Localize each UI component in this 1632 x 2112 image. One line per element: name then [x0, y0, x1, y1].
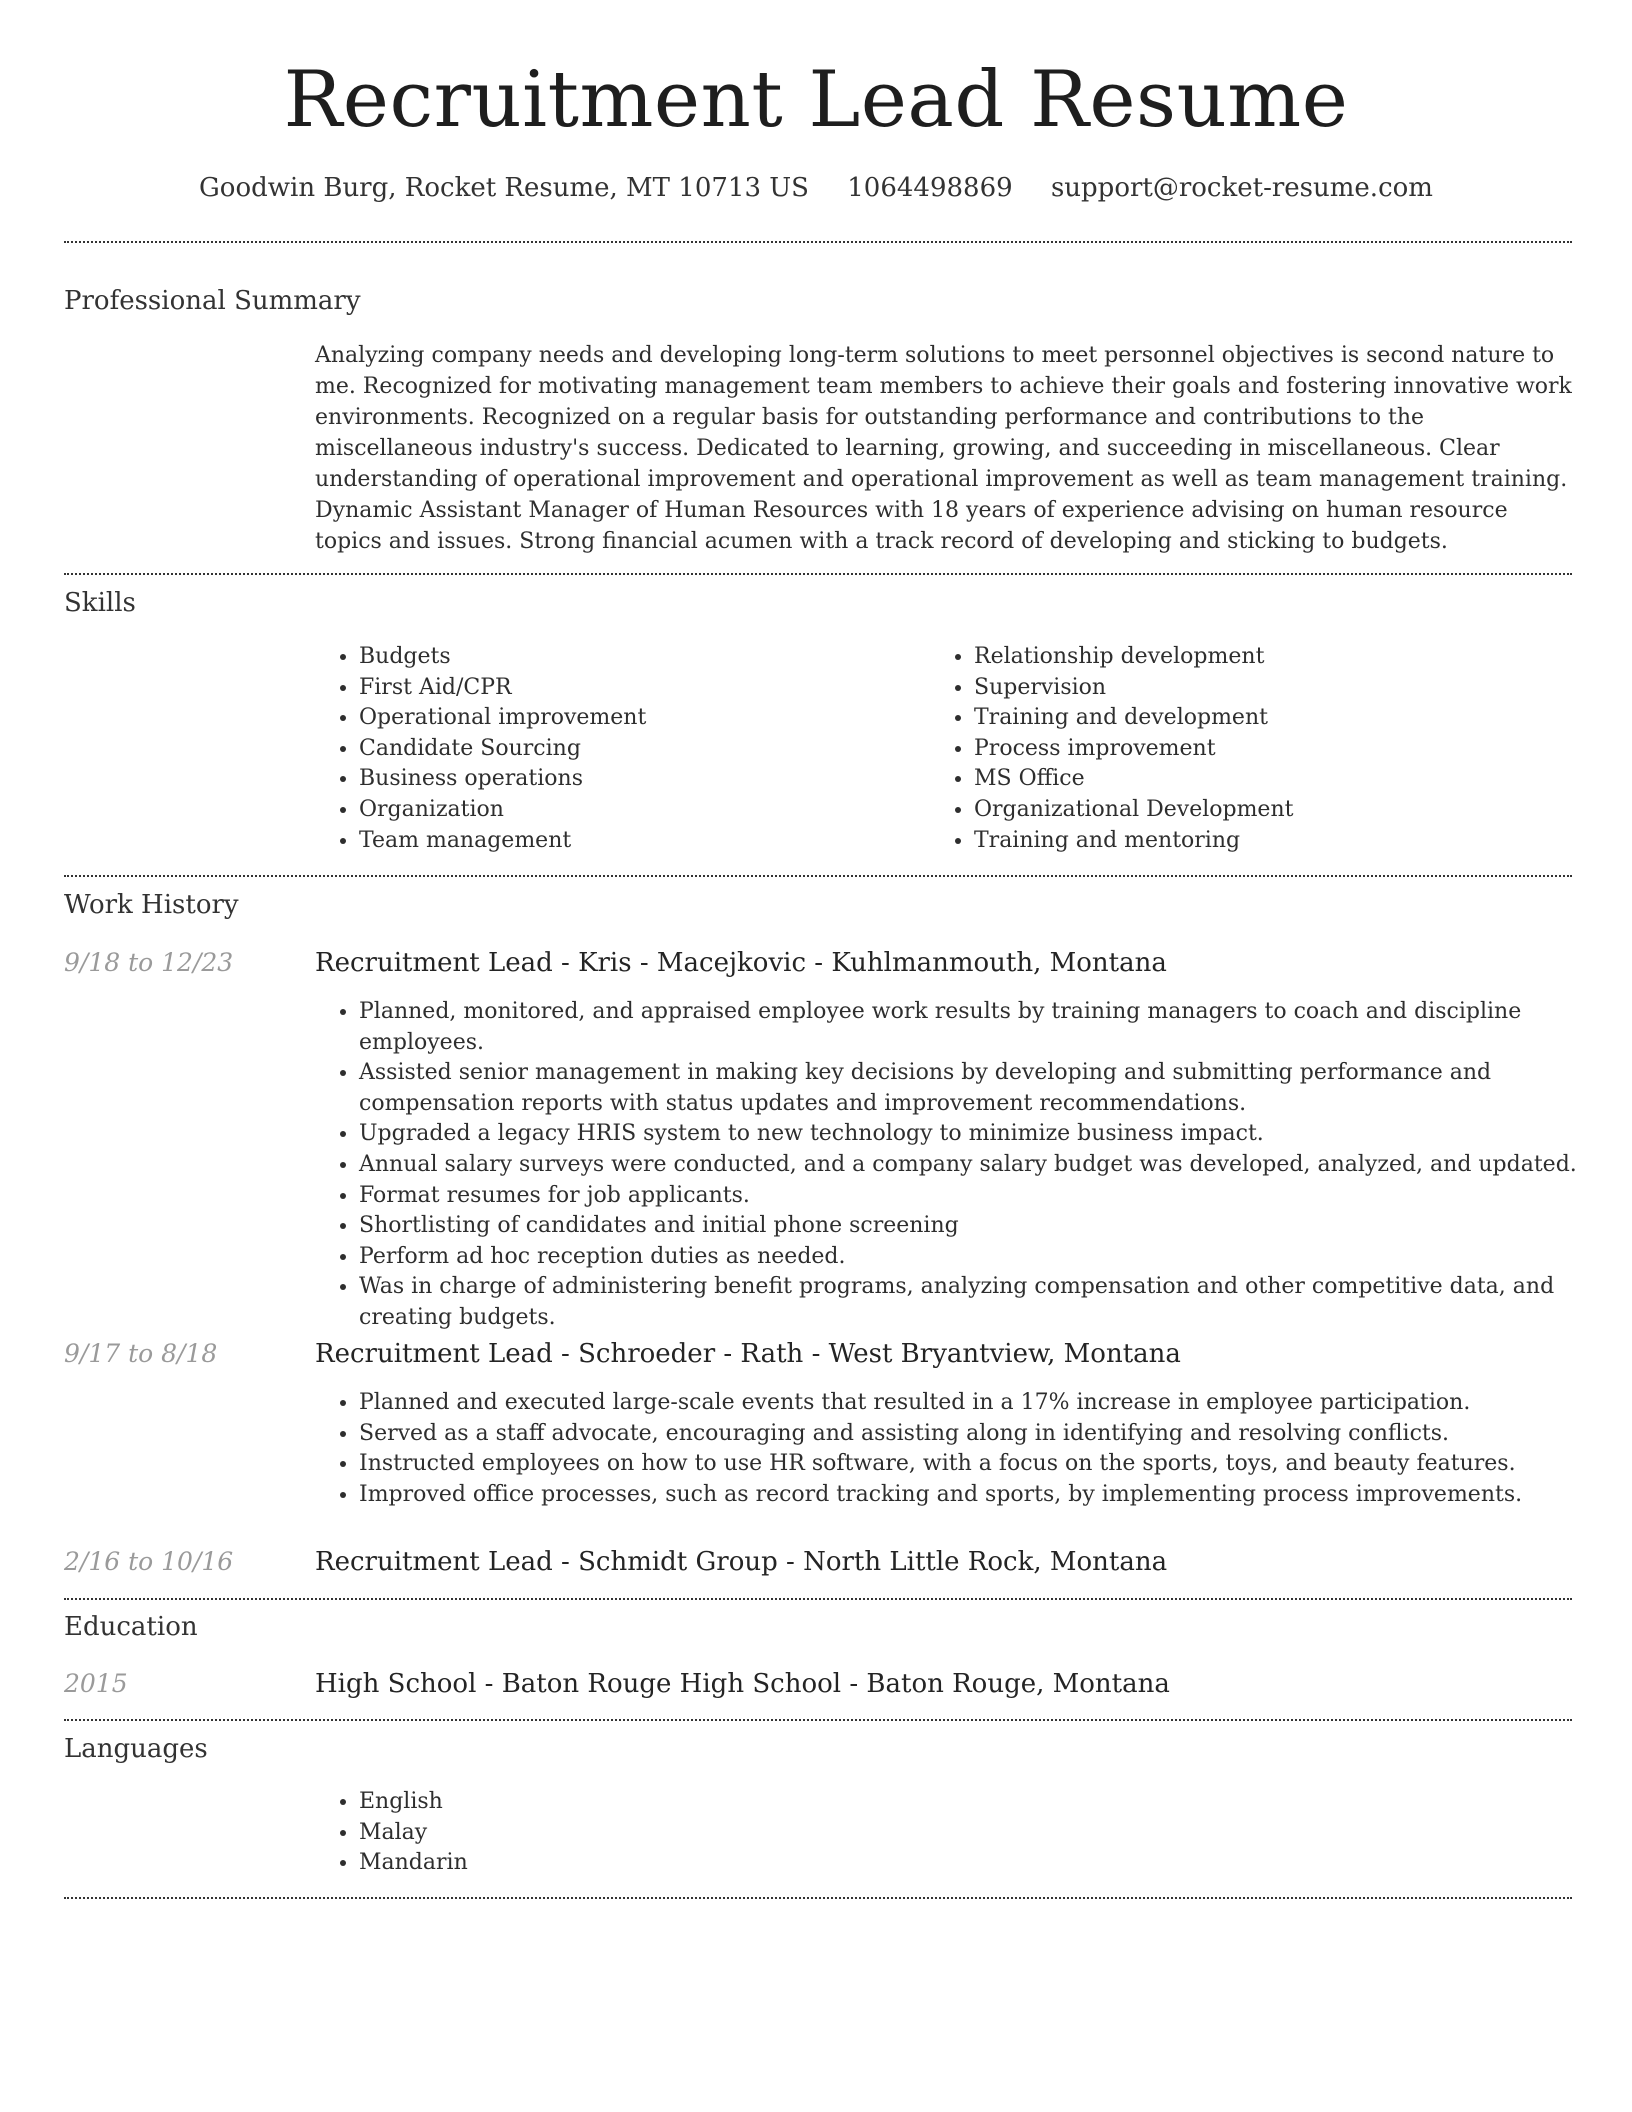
skill-item: • Organizational Development	[974, 795, 1594, 826]
divider	[64, 1897, 1572, 1899]
skills-list-right	[930, 642, 1594, 856]
skill-item: • MS Office	[974, 764, 1594, 795]
languages-heading: Languages	[64, 1734, 208, 1764]
job-bullets	[315, 997, 1619, 1334]
skill-item: • Team management	[359, 826, 919, 857]
skill-item: • Business operations	[359, 764, 919, 795]
skill-item: • Training and mentoring	[974, 826, 1594, 857]
job-dates: 2/16 to 10/16	[64, 1547, 234, 1576]
job-title: Recruitment Lead - Kris - Macejkovic - Kuhlmanmouth, Montana	[315, 948, 1167, 978]
skill-item: • Supervision	[974, 673, 1594, 704]
summary-text: Analyzing company needs and developing long-term solutions to meet personnel objectives is second nature to me. Recognized for motivating management team members to achieve their goals and fostering innovative work environments. Recognized on a regular basis for outstanding performance and contributions to the miscellaneous industry's success. Dedicated to learning, growing, and succeeding in miscellaneous. Clear understanding of operational improvement and operational improvement as well as team management training. Dynamic Assistant Manager of Human Resources with 18 years of experience advising on human resource topics and issues. Strong financial acumen with a track record of developing and sticking to budgets.	[315, 343, 1572, 554]
contact-line	[0, 170, 1632, 206]
job-title: Recruitment Lead - Schmidt Group - North Little Rock, Montana	[315, 1547, 1168, 1577]
education-heading: Education	[64, 1612, 198, 1642]
job-bullets	[315, 1388, 1619, 1510]
job-bullet: • Instructed employees on how to use HR software, with a focus on the sports, toys, and beauty features.	[359, 1449, 1619, 1480]
divider	[64, 1719, 1572, 1721]
skill-item: • Relationship development	[974, 642, 1594, 673]
languages-list	[315, 1787, 959, 1879]
language-item: • Mandarin	[359, 1848, 959, 1879]
job-bullet: • Format resumes for job applicants.	[359, 1181, 1619, 1212]
summary-heading: Professional Summary	[64, 286, 361, 316]
job-bullet: • Was in charge of administering benefit programs, analyzing compensation and other competitive data, and creating budgets.	[359, 1272, 1619, 1333]
language-item: • English	[359, 1787, 959, 1818]
job-bullet: • Planned, monitored, and appraised employee work results by training managers to coach and discipline employees.	[359, 997, 1619, 1058]
job-dates: 9/18 to 12/23	[64, 948, 234, 977]
skill-item: • Training and development	[974, 703, 1594, 734]
skill-item: • Budgets	[359, 642, 919, 673]
divider	[64, 875, 1572, 877]
skills-list-left	[315, 642, 919, 856]
skill-item: • Organization	[359, 795, 919, 826]
education-year: 2015	[64, 1669, 128, 1698]
job-bullet: • Upgraded a legacy HRIS system to new technology to minimize business impact.	[359, 1119, 1619, 1150]
contact-address: Goodwin Burg, Rocket Resume, MT 10713 US	[199, 173, 809, 203]
skill-item: • Candidate Sourcing	[359, 734, 919, 765]
skill-item: • Process improvement	[974, 734, 1594, 765]
divider	[64, 1598, 1572, 1600]
resume-title: Recruitment Lead Resume	[283, 55, 1349, 145]
job-dates: 9/17 to 8/18	[64, 1339, 218, 1368]
job-bullet: • Improved office processes, such as record tracking and sports, by implementing process improvements.	[359, 1480, 1619, 1511]
job-bullet: • Assisted senior management in making key decisions by developing and submitting performance and compensation reports with status updates and improvement recommendations.	[359, 1058, 1619, 1119]
skill-item: • Operational improvement	[359, 703, 919, 734]
job-bullet: • Planned and executed large-scale events that resulted in a 17% increase in employee participation.	[359, 1388, 1619, 1419]
divider	[64, 241, 1572, 243]
divider	[64, 573, 1572, 575]
skill-item: • First Aid/CPR	[359, 673, 919, 704]
work-heading: Work History	[64, 890, 239, 920]
job-bullet: • Annual salary surveys were conducted, and a company salary budget was developed, analyzed, and updated.	[359, 1150, 1619, 1181]
job-bullet: • Perform ad hoc reception duties as needed.	[359, 1242, 1619, 1273]
language-item: • Malay	[359, 1818, 959, 1849]
job-bullet: • Served as a staff advocate, encouraging and assisting along in identifying and resolving conflicts.	[359, 1419, 1619, 1450]
job-title: Recruitment Lead - Schroeder - Rath - West Bryantview, Montana	[315, 1339, 1181, 1369]
contact-email: support@rocket-resume.com	[1050, 173, 1433, 203]
skills-heading: Skills	[64, 588, 136, 618]
contact-phone: 1064498869	[847, 173, 1013, 203]
job-bullet: • Shortlisting of candidates and initial phone screening	[359, 1211, 1619, 1242]
education-entry: High School - Baton Rouge High School - Baton Rouge, Montana	[315, 1669, 1170, 1699]
